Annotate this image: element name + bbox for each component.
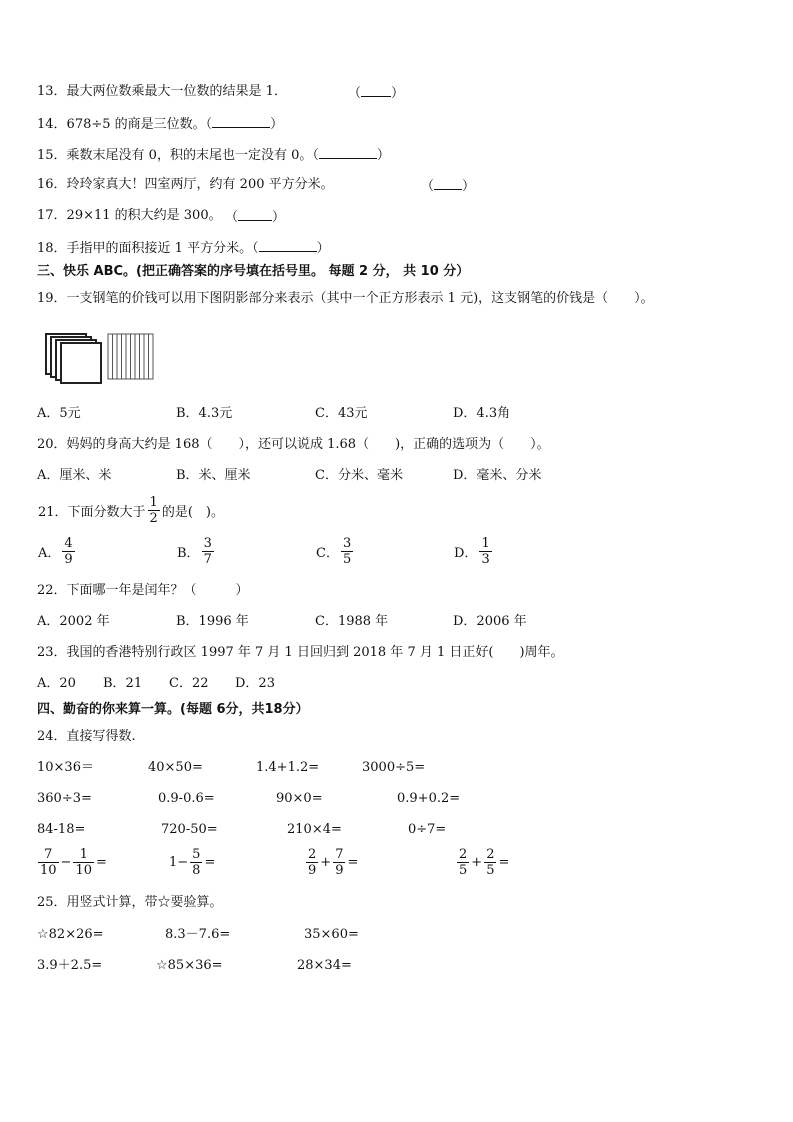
question-15: 15．乘数末尾没有 0，积的末尾也一定没有 0。（ ） <box>37 148 390 163</box>
q23-option-c[interactable]: C．22 <box>169 676 209 691</box>
q22-option-c[interactable]: C．1988 年 <box>315 614 389 629</box>
answer-blank-17[interactable]: （ ） <box>225 210 286 225</box>
tenth-strips <box>108 334 153 379</box>
stacked-squares <box>46 334 101 383</box>
calc-84minus18: 84-18= <box>37 822 86 837</box>
q23-option-d[interactable]: D．23 <box>235 676 275 691</box>
q19-option-b[interactable]: B．4.3元 <box>176 406 233 421</box>
calc-fraction-4: $\frac{2}{5}$ + $\frac{2}{5}$ = <box>459 847 510 878</box>
calc-0div7: 0÷7= <box>408 822 447 837</box>
calc-10x36: 10×36＝ <box>37 760 94 775</box>
calc-vertical-85x36: ☆85×36= <box>156 958 223 973</box>
question-24: 24．直接写得数. <box>37 729 136 744</box>
q22-option-a[interactable]: A．2002 年 <box>37 614 110 629</box>
calc-210x4: 210×4= <box>287 822 342 837</box>
q19-option-d[interactable]: D．4.3角 <box>453 406 511 421</box>
q22-option-b[interactable]: B．1996 年 <box>176 614 249 629</box>
question-23: 23．我国的香港特别行政区 1997 年 7 月 1 日回归到 2018 年 7 月 1 日正好( )周年。 <box>37 645 564 660</box>
calc-1.4plus1.2: 1.4+1.2= <box>256 760 320 775</box>
calc-0.9minus0.6: 0.9-0.6= <box>158 791 215 806</box>
question-16: 16．玲玲家真大！四室两厅，约有 200 平方分米。 <box>37 177 334 192</box>
answer-blank-14[interactable] <box>212 115 270 128</box>
section-4-heading: 四、勤奋的你来算一算。(每题 6分，共18分） <box>37 702 309 717</box>
question-25: 25．用竖式计算，带☆要验算。 <box>37 895 223 910</box>
q20-option-d[interactable]: D．毫米、分米 <box>453 468 542 483</box>
calc-3000div5: 3000÷5= <box>362 760 426 775</box>
calc-720minus50: 720-50= <box>161 822 218 837</box>
calc-vertical-3.9plus2.5: 3.9＋2.5= <box>37 958 103 973</box>
q23-option-a[interactable]: A．20 <box>37 676 76 691</box>
q20-option-a[interactable]: A．厘米、米 <box>37 468 112 483</box>
q23-option-b[interactable]: B．21 <box>103 676 143 691</box>
calc-0.9plus0.2: 0.9+0.2= <box>397 791 461 806</box>
q20-option-c[interactable]: C．分米、毫米 <box>315 468 403 483</box>
question-18: 18．手指甲的面积接近 1 平方分米。（ ） <box>37 241 330 256</box>
question-22: 22．下面哪一年是闰年？（ ） <box>37 583 249 598</box>
calc-vertical-82x26: ☆82×26= <box>37 927 104 942</box>
answer-blank-15[interactable] <box>319 146 377 159</box>
answer-blank-16[interactable]: （ ） <box>421 179 476 194</box>
question-14: 14．678÷5 的商是三位数。（ ） <box>37 117 284 132</box>
question-21: 21．下面分数大于 $\frac{1}{2}$ 的是( )。 <box>38 495 224 526</box>
calc-40x50: 40×50= <box>148 760 203 775</box>
answer-blank-18[interactable] <box>259 239 317 252</box>
calc-vertical-8.3minus7.6: 8.3－7.6= <box>165 927 231 942</box>
answer-blank-13[interactable]: （ ） <box>348 86 405 101</box>
question-13: 13．最大两位数乘最大一位数的结果是 1． <box>37 84 287 99</box>
calc-360div3: 360÷3= <box>37 791 92 806</box>
question-17: 17．29×11 的积大约是 300。 <box>37 208 222 223</box>
fraction-one-half: $\frac{1}{2}$ <box>149 495 158 526</box>
question-20: 20．妈妈的身高大约是 168（ ），还可以说成 1.68（ )，正确的选项为（ ）。 <box>37 437 550 452</box>
q19-option-a[interactable]: A．5元 <box>37 406 81 421</box>
q21-option-b[interactable]: B． $\frac{3}{7}$ <box>177 536 212 567</box>
q20-option-b[interactable]: B．米、厘米 <box>176 468 251 483</box>
q19-option-c[interactable]: C．43元 <box>315 406 368 421</box>
question-19: 19．一支钢笔的价钱可以用下图阴影部分来表示（其中一个正方形表示 1 元)，这支钢笔的价钱是（ ）。 <box>37 291 654 306</box>
calc-fraction-1: $\frac{7}{10}$ − $\frac{1}{10}$ = <box>40 847 107 878</box>
calc-vertical-35x60: 35×60= <box>304 927 359 942</box>
calc-90x0: 90×0= <box>276 791 323 806</box>
section-3-heading: 三、快乐 ABC。(把正确答案的序号填在括号里。 每题 2 分， 共 10 分） <box>37 264 470 279</box>
calc-vertical-28x34: 28×34= <box>297 958 352 973</box>
calc-fraction-2: 1− $\frac{5}{8}$ = <box>169 847 216 878</box>
q21-option-c[interactable]: C． $\frac{3}{5}$ <box>316 536 352 567</box>
q21-option-d[interactable]: D． $\frac{1}{3}$ <box>454 536 490 567</box>
q22-option-d[interactable]: D．2006 年 <box>453 614 527 629</box>
shaded-squares-figure <box>45 330 160 385</box>
calc-fraction-3: $\frac{2}{9}$ + $\frac{7}{9}$ = <box>308 847 359 878</box>
q21-option-a[interactable]: A． $\frac{4}{9}$ <box>38 536 73 567</box>
